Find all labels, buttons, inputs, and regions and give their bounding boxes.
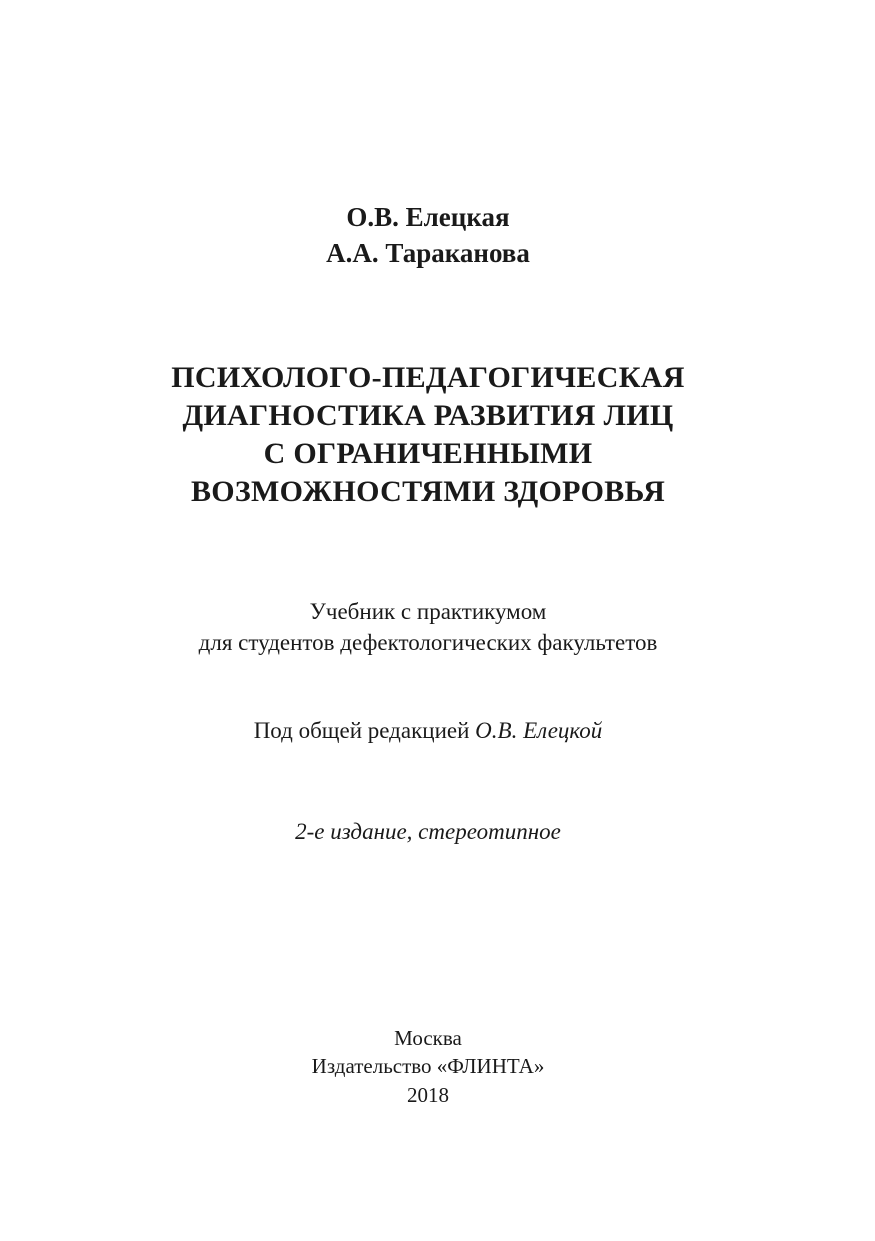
subtitle-line: для студентов дефектологических факультетов xyxy=(198,630,658,655)
imprint-city: Москва xyxy=(394,1026,462,1050)
editor-credit xyxy=(0,716,856,746)
title-line: С ОГРАНИЧЕННЫМИ xyxy=(263,437,593,470)
editor-prefix: Под общей редакцией xyxy=(253,718,470,743)
author-name: О.В. Елецкая xyxy=(346,202,510,232)
author-name: А.А. Тараканова xyxy=(326,238,530,268)
editor-name: О.В. Елецкой xyxy=(475,718,603,743)
subtitle-line: Учебник с практикумом xyxy=(309,599,547,624)
title-line: ДИАГНОСТИКА РАЗВИТИЯ ЛИЦ xyxy=(182,399,674,432)
imprint-publisher: Издательство «ФЛИНТА» xyxy=(311,1054,545,1078)
edition-note: 2-е издание, стереотипное xyxy=(295,819,561,844)
imprint-year: 2018 xyxy=(407,1083,449,1107)
title-line: ПСИХОЛОГО-ПЕДАГОГИЧЕСКАЯ xyxy=(171,361,685,394)
title-line: ВОЗМОЖНОСТЯМИ ЗДОРОВЬЯ xyxy=(190,475,666,508)
